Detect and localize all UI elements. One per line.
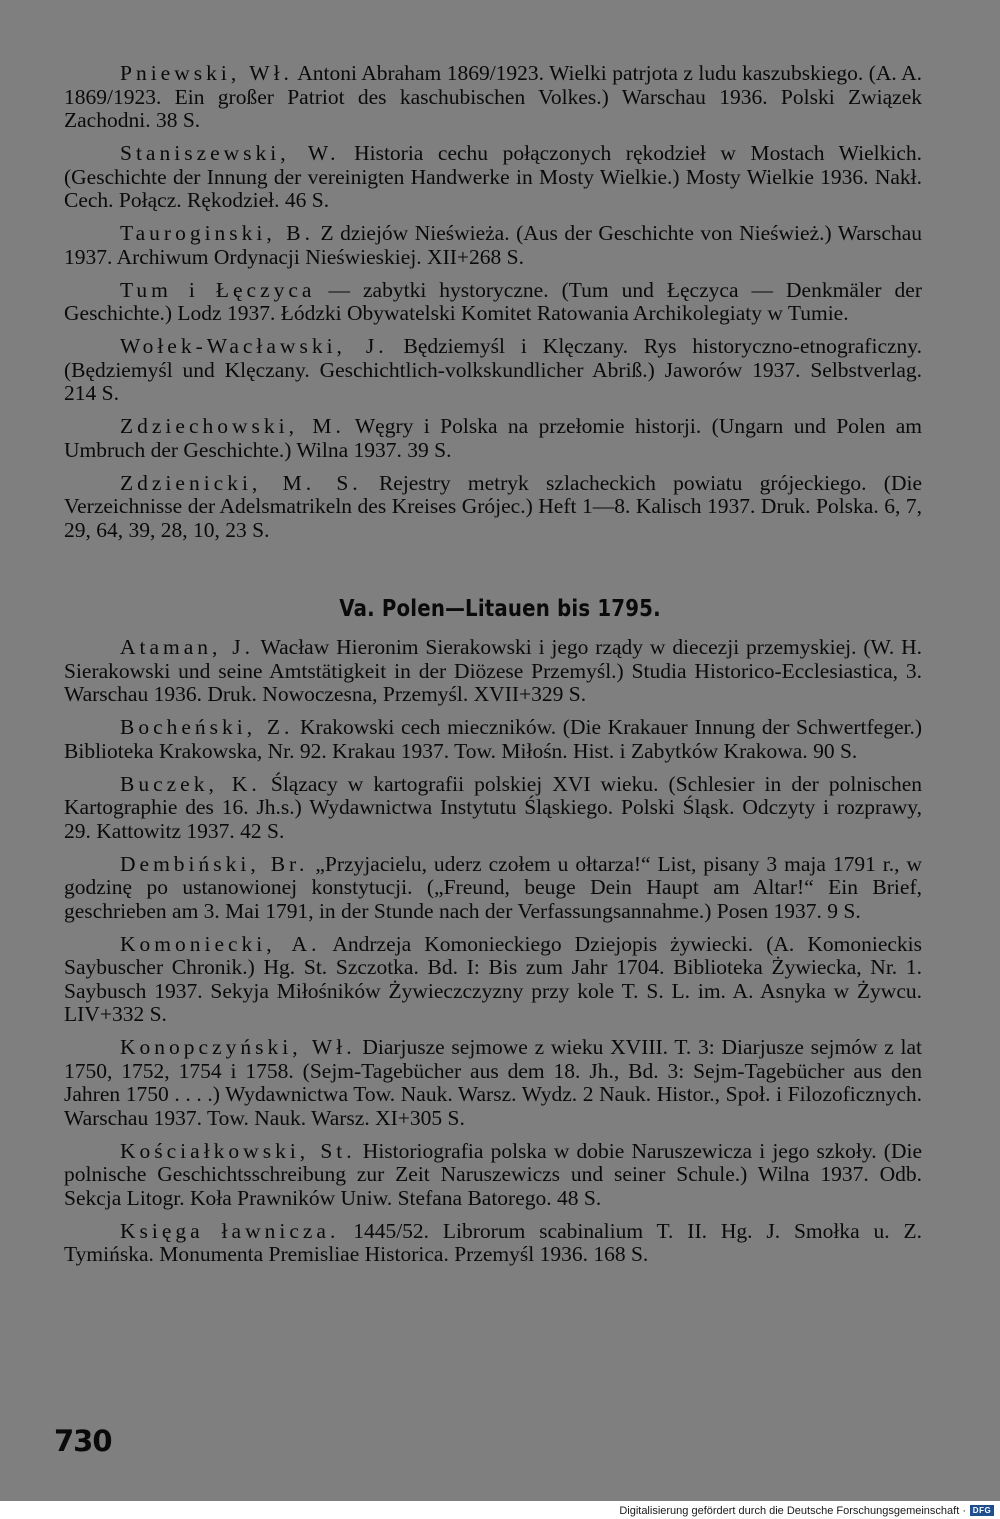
bibliography-entry xyxy=(64,415,922,462)
section-heading: Va. Polen—Litauen bis 1795. xyxy=(339,596,661,622)
entry-text: Wacław Hieronim Sierakowski i jego rządy w diecezji przemyskiej. (W. H. Sierakowski und seine Amtstätigkeit in der Diözese Przemyśl.) Studia Historico-Ecclesiastica, 3. Warschau 1936. Druk. Nowoczesna, Przemyśl. XVII+329 S. xyxy=(64,635,922,706)
entry-author: Wołek-Wacławski, J. xyxy=(120,334,388,358)
footer-credit: Digitalisierung gefördert durch die Deutsche Forschungsgemeinschaft · xyxy=(619,1504,966,1517)
bibliography-entry xyxy=(64,142,922,213)
entry-author: Zdziechowski, M. xyxy=(120,414,345,438)
bibliography-entry xyxy=(64,222,922,269)
entry-author: Tauroginski, B. xyxy=(120,221,314,245)
entry-author: Ataman, J. xyxy=(120,635,255,659)
entry-author: Dembiński, Br. xyxy=(120,851,309,876)
entry-text: Historia cechu połączonych rękodzieł w Mostach Wielkich. (Geschichte der Innung der vereinigten Handwerke in Mosty Wielkie.) Mosty Wielkie 1936. Nakł. Cech. Połącz. Rękodzieł. 46 S. xyxy=(64,141,922,212)
entry-author: Staniszewski, W. xyxy=(120,141,340,165)
bibliography-entry xyxy=(64,773,922,844)
bibliography-list-top xyxy=(64,62,922,552)
page-number: 730 xyxy=(54,1424,112,1458)
bibliography-entry xyxy=(64,62,922,133)
entry-author: Komoniecki, A. xyxy=(120,931,321,956)
bibliography-entry xyxy=(64,279,922,326)
entry-author: Tum i Łęczyca xyxy=(120,277,316,302)
entry-text: Krakowski cech mieczników. (Die Krakauer Innung der Schwertfeger.) Biblioteka Krakowska, Nr. 92. Krakau 1937. Tow. Miłośn. Hist. i Zabytków Krakowa. 90 S. xyxy=(64,715,922,763)
entry-text: Andrzeja Komonieckiego Dziejopis żywiecki. (A. Komonieckis Saybuscher Chronik.) Hg. St. Szczotka. Bd. I: Bis zum Jahr 1704. Biblioteka Żywiecka, Nr. 1. Saybusch 1937. Sekyja Miłośników Żywieczczyzny przy kole T. S. L. im. A. Asnyka w Żywcu. LIV+332 S. xyxy=(64,931,923,1026)
bibliography-entry xyxy=(64,636,922,707)
entry-author: Konopczyński, Wł. xyxy=(120,1035,356,1059)
entry-text: Historiografia polska w dobie Naruszewicza i jego szkoły. (Die polnische Geschichtsschreibung zur Zeit Naruszewiczs und seiner Schule.) Wilna 1937. Odb. Sekcja Litogr. Koła Prawników Uniw. Stefana Batorego. 48 S. xyxy=(64,1138,922,1210)
entry-author: Bocheński, Z. xyxy=(120,715,294,739)
entry-author: Zdzienicki, M. S. xyxy=(120,470,362,495)
entry-text: — zabytki hystoryczne. (Tum und Łęczyca — Denkmäler der Geschichte.) Lodz 1937. Łódzki Obywatelski Komitet Ratowania Archikolegiaty w Tumie. xyxy=(64,277,923,325)
entry-author: Księga ławnicza. xyxy=(120,1218,340,1243)
entry-text: Z dziejów Nieświeża. (Aus der Geschichte von Nieśwież.) Warschau 1937. Archiwum Ordynacji Nieświeskiej. XII+268 S. xyxy=(64,221,922,269)
digitization-footer xyxy=(619,1502,994,1519)
entry-text: 1445/52. Librorum scabinalium T. II. Hg. J. Smołka u. Z. Tymińska. Monumenta Premisliae Historica. Przemyśl 1936. 168 S. xyxy=(64,1218,923,1266)
bibliography-entry xyxy=(64,853,922,924)
bibliography-entry xyxy=(64,716,922,763)
entry-text: Ślązacy w kartografii polskiej XVI wieku. (Schlesier in der polnischen Kartographie des 16. Jh.s.) Wydawnictwa Instytutu Śląskiego. Polski Śląsk. Odczyty i rozprawy, 29. Kattowitz 1937. 42 S. xyxy=(64,771,922,843)
bibliography-entry xyxy=(64,472,922,543)
bibliography-entry xyxy=(64,1036,922,1130)
bibliography-list-bottom xyxy=(64,636,922,1276)
entry-author: Pniewski, Wł. xyxy=(120,61,293,85)
entry-text: Będziemyśl i Klęczany. Rys historyczno-etnograficzny. (Będziemyśl und Klęczany. Geschichtlich-volkskundlicher Abriß.) Jaworów 1937. Selbstverlag. 214 S. xyxy=(64,334,923,405)
entry-text: Diarjusze sejmowe z wieku XVIII. T. 3: Diarjusze sejmów z lat 1750, 1752, 1754 i 1758. (Sejm-Tagebücher aus dem 18. Jh., Bd. 3: Sejm-Tagebücher aus den Jahren 1750 . . . .) Wydawnictwa Tow. Nauk. Warsz. Wydz. 2 Nauk. Histor., Społ. i Filozoficznych. Warschau 1937. Tow. Nauk. Warsz. XI+305 S. xyxy=(64,1035,922,1130)
entry-author: Buczek, K. xyxy=(120,771,261,796)
dfg-logo: DFG xyxy=(970,1505,994,1516)
entry-author: Kościałkowski, St. xyxy=(120,1138,356,1163)
bibliography-entry xyxy=(64,335,922,406)
bibliography-entry xyxy=(64,1140,922,1211)
entry-text: Węgry i Polska na przełomie historji. (Ungarn und Polen am Umbruch der Geschichte.) Wilna 1937. 39 S. xyxy=(64,414,922,462)
entry-text: Rejestry metryk szlacheckich powiatu grójeckiego. (Die Verzeichnisse der Adelsmatrikeln des Kreises Grójec.) Heft 1—8. Kalisch 1937. Druk. Polska. 6, 7, 29, 64, 39, 28, 10, 23 S. xyxy=(64,470,922,542)
entry-text: Antoni Abraham 1869/1923. Wielki patrjota z ludu kaszubskiego. (A. A. 1869/1923. Ein großer Patriot des kaschubischen Volkes.) Warschau 1936. Polski Związek Zachodni. 38 S. xyxy=(64,61,922,132)
bibliography-entry xyxy=(64,933,922,1027)
bibliography-entry xyxy=(64,1220,922,1267)
entry-text: „Przyjacielu, uderz czołem u ołtarza!“ List, pisany 3 maja 1791 r., w godzinę po ustanowionej konstytucji. („Freund, beuge Dein Haupt am Altar!“ Ein Brief, geschrieben am 3. Mai 1791, in der Stunde nach der Verfassungsannahme.) Posen 1937. 9 S. xyxy=(64,851,923,923)
